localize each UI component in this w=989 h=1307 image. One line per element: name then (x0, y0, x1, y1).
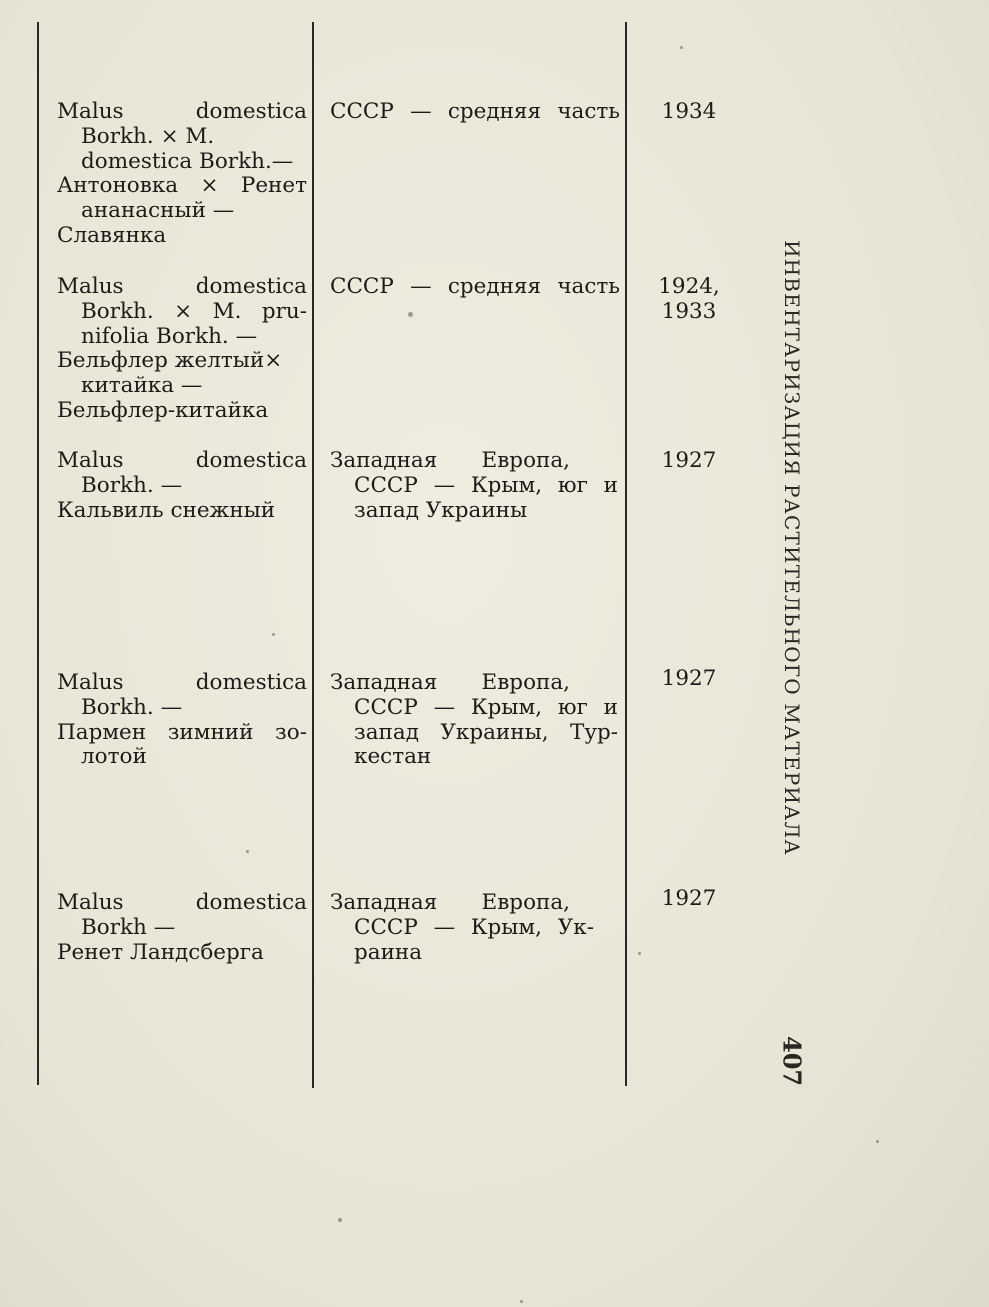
species-line: Malus domestica (57, 274, 307, 299)
origin-line: СССР — Крым, юг и (354, 694, 618, 720)
origin-line: запад Украины (354, 497, 528, 523)
species-line: Бельфлер желтый⨯ (57, 348, 283, 374)
origin-cell-1 (330, 100, 622, 125)
column-rule-right (625, 22, 627, 1086)
paper-speck (638, 952, 641, 955)
species-line: Кальвиль снежный (57, 497, 276, 523)
species-line: Malus domestica (57, 890, 307, 915)
origin-line: запад Украины, Тур- (354, 719, 618, 745)
paper-speck (876, 1140, 879, 1143)
species-cell-1 (57, 100, 307, 249)
paper-speck (680, 46, 683, 49)
paper-speck (272, 633, 275, 636)
year-cell-3: 1927 (661, 448, 717, 473)
species-line: Ренет Ландсберга (57, 939, 264, 965)
origin-line: СССР — Крым, юг и (354, 472, 618, 498)
species-line: Borkh. — (81, 472, 183, 498)
species-line: Borkh. ⨯ M. (81, 123, 215, 149)
origin-line: СССР — средняя часть (330, 99, 620, 124)
species-line: Borkh — (81, 914, 176, 940)
species-line: nifolia Borkh. — (81, 323, 258, 349)
origin-cell-5 (330, 891, 622, 965)
paper-speck (338, 1218, 342, 1222)
origin-line: раина (354, 939, 423, 965)
species-line: Malus domestica (57, 448, 307, 473)
origin-line: СССР — средняя часть (330, 274, 620, 299)
page-number-text: 407 (777, 1036, 807, 1087)
year-cell-2: 1924, 1933 (658, 274, 720, 324)
species-line: Malus domestica (57, 99, 307, 124)
paper-speck (520, 1300, 523, 1303)
origin-cell-2 (330, 275, 622, 300)
species-line: Антоновка ⨯ Ренет (57, 173, 307, 199)
column-rule-middle (312, 22, 314, 1088)
species-line: Славянка (57, 222, 167, 248)
origin-line: СССР — Крым, Ук- (354, 914, 594, 940)
paper-speck (408, 312, 413, 317)
origin-line: кестан (354, 744, 432, 770)
species-line: domestica Borkh.— (81, 148, 294, 174)
running-head (772, 240, 812, 860)
species-line: лотой (81, 744, 147, 770)
species-line: китайка — (81, 373, 203, 399)
species-line: Пармен зимний зо- (57, 719, 307, 745)
species-cell-3 (57, 449, 307, 523)
origin-line: Западная Европа, (330, 890, 570, 915)
species-line: Borkh. ⨯ M. pru- (81, 298, 307, 324)
column-rule-left (37, 22, 39, 1085)
species-line: Бельфлер-китайка (57, 397, 269, 423)
origin-cell-4 (330, 671, 622, 770)
running-head-text: ИНВЕНТАРИЗАЦИЯ РАСТИТЕЛЬНОГО МАТЕРИАЛА (780, 240, 804, 856)
year-cell-1: 1934 (661, 99, 717, 124)
origin-line: Западная Европа, (330, 670, 570, 695)
species-line: Malus domestica (57, 670, 307, 695)
page-number (772, 1036, 812, 1086)
species-line: Borkh. — (81, 694, 183, 720)
species-line: ананасный — (81, 198, 235, 224)
species-cell-4 (57, 671, 307, 770)
origin-line: Западная Европа, (330, 448, 570, 473)
species-cell-5 (57, 891, 307, 965)
species-cell-2 (57, 275, 307, 424)
year-cell-4: 1927 (661, 666, 717, 691)
paper-speck (246, 850, 249, 853)
year-cell-5: 1927 (661, 886, 717, 911)
origin-cell-3 (330, 449, 622, 523)
